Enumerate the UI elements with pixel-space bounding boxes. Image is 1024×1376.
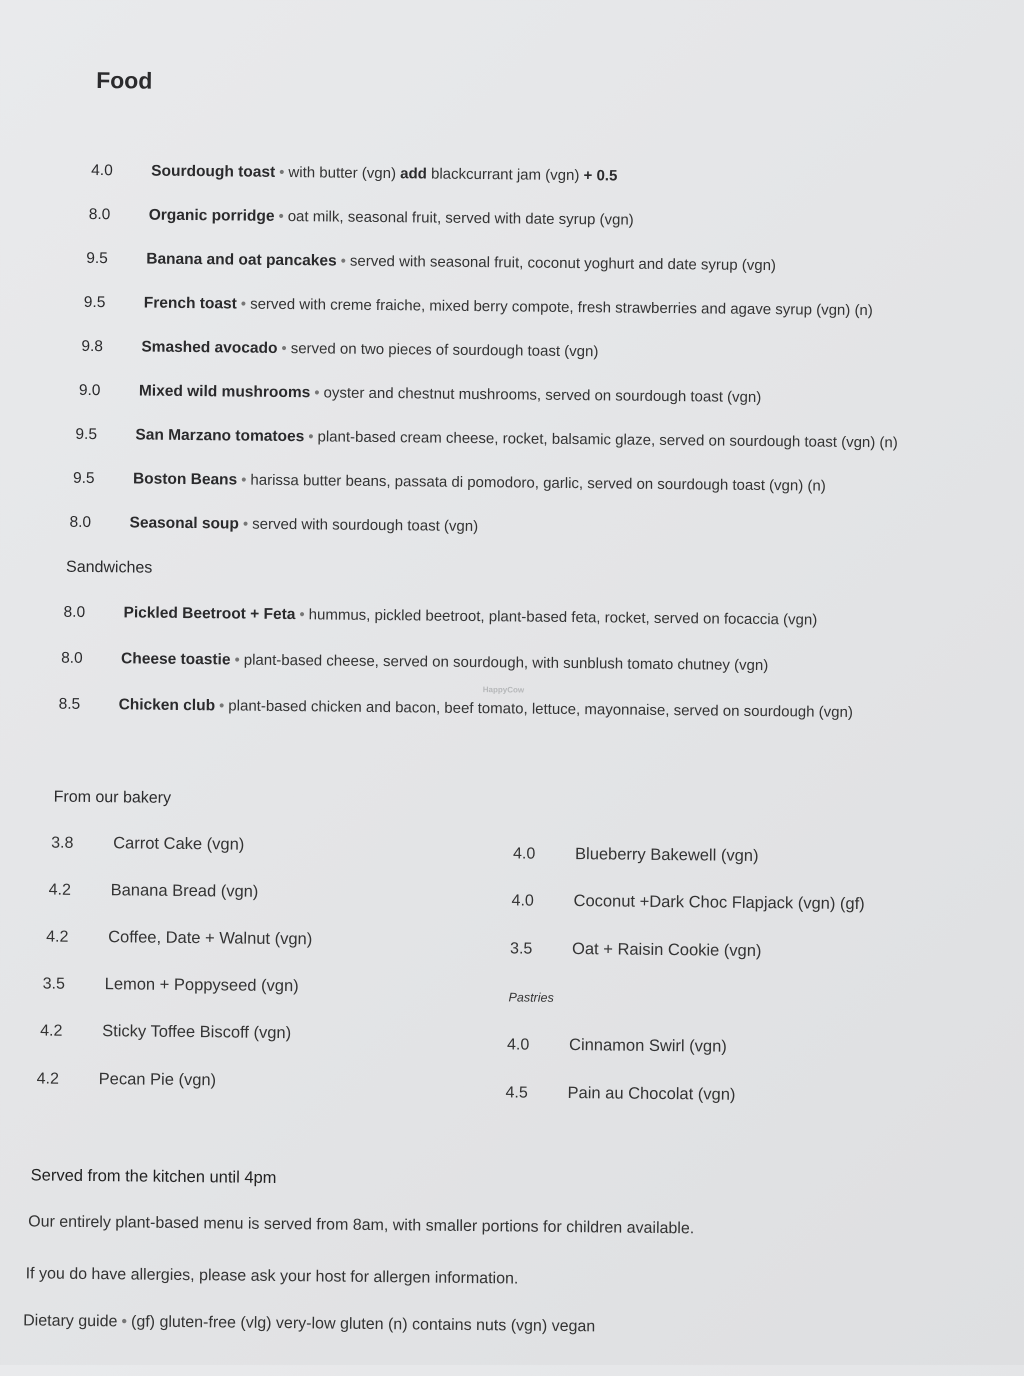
dietary-guide-label: Dietary guide [23, 1312, 118, 1331]
menu-item-price: 9.0 [78, 381, 101, 400]
separator-dot: • [219, 697, 225, 715]
bakery-item-name: Cinnamon Swirl (vgn) [568, 1036, 727, 1056]
bakery-item [505, 1083, 735, 1104]
bakery-item [511, 891, 864, 914]
menu-item-name: Boston Beans [132, 470, 238, 489]
bakery-item-name: Carrot Cake (vgn) [113, 834, 245, 854]
bakery-item-price: 3.8 [51, 834, 74, 852]
bakery-item-name: Lemon + Poppyseed (vgn) [104, 975, 299, 996]
bakery-item-name: Banana Bread (vgn) [110, 881, 259, 901]
watermark: HappyCow [482, 685, 525, 695]
menu-item-name: San Marzano tomatoes [135, 426, 305, 446]
menu-item [84, 294, 873, 320]
bakery-item-price: 4.0 [512, 845, 536, 863]
bakery-item [37, 1069, 217, 1090]
menu-item-price: 9.5 [75, 425, 98, 444]
pastries-heading: Pastries [508, 990, 554, 1005]
separator-dot: • [340, 252, 347, 270]
menu-item-name: Chicken club [118, 696, 216, 715]
menu-item-description: hummus, pickled beetroot, plant-based feta, rocket, served on focaccia (vgn) [308, 606, 818, 629]
bakery-item-name: Coconut +Dark Choc Flapjack (vgn) (gf) [573, 892, 865, 914]
menu-item [86, 250, 776, 275]
menu-item [89, 206, 634, 230]
menu-item-name: Smashed avocado [141, 338, 278, 357]
menu-item-name: Mixed wild mushrooms [138, 382, 311, 402]
bakery-item [40, 1021, 291, 1043]
bakery-item-price: 3.5 [510, 940, 533, 958]
menu-item-price: 9.5 [86, 249, 108, 268]
menu-item-name: Banana and oat pancakes [146, 250, 337, 270]
menu-item-name: French toast [143, 294, 237, 313]
menu-item-description: oat milk, seasonal fruit, served with date syrup (vgn) [287, 208, 634, 229]
bakery-item [49, 881, 259, 902]
bakery-item-price: 4.5 [505, 1084, 528, 1102]
menu-item-price: 4.0 [91, 161, 113, 180]
menu-item-price: 8.0 [69, 513, 92, 531]
bakery-item [513, 844, 759, 866]
menu-item-price: 8.0 [88, 205, 111, 224]
separator-dot: • [308, 428, 314, 446]
separator-dot: • [234, 651, 240, 669]
bakery-item [507, 1035, 727, 1056]
menu-item-name: Seasonal soup [129, 514, 240, 533]
menu-info-text: Our entirely plant-based menu is served from 8am, with smaller portions for children available. [28, 1213, 695, 1238]
menu-item-price: 8.0 [61, 649, 83, 667]
sandwiches-heading: Sandwiches [65, 558, 153, 577]
bakery-item-name: Blueberry Bakewell (vgn) [574, 845, 759, 865]
bakery-heading: From our bakery [53, 788, 172, 807]
bakery-item-price: 4.2 [48, 881, 72, 899]
menu-item-description: served with seasonal fruit, coconut yoghurt and date syrup (vgn) [349, 252, 777, 275]
menu-item-name: Cheese toastie [121, 650, 231, 669]
bakery-item [46, 928, 312, 950]
bakery-item-price: 4.2 [40, 1022, 63, 1040]
menu-item [75, 426, 898, 453]
menu-item [61, 650, 768, 675]
bakery-item-name: Coffee, Date + Walnut (vgn) [108, 928, 313, 949]
menu-item-name: Sourdough toast [151, 162, 276, 181]
bakery-item-name: Pecan Pie (vgn) [98, 1070, 217, 1090]
menu-item-price: 9.5 [83, 293, 106, 312]
menu-item [73, 470, 826, 496]
bakery-item-price: 4.0 [506, 1036, 530, 1054]
separator-dot: • [240, 295, 247, 313]
menu-item-price: 9.5 [72, 469, 95, 488]
bakery-item [510, 939, 762, 961]
menu-item [91, 162, 617, 186]
page-title: Food [96, 67, 153, 94]
bakery-item-name: Pain au Chocolat (vgn) [567, 1084, 736, 1104]
menu-item [63, 604, 817, 630]
bakery-item-price: 3.5 [42, 975, 66, 993]
dietary-guide [23, 1312, 595, 1336]
menu-item [81, 338, 598, 361]
kitchen-hours-heading: Served from the kitchen until 4pm [30, 1166, 277, 1187]
separator-dot: • [121, 1313, 128, 1331]
separator-dot: • [281, 339, 287, 358]
allergen-info-text: If you do have allergies, please ask your host for allergen information. [25, 1265, 519, 1288]
dietary-guide-text: (gf) gluten-free (vlg) very-low gluten (n) contains nuts (vgn) vegan [130, 1313, 596, 1336]
menu-item-price: 9.8 [81, 337, 104, 356]
separator-dot: • [279, 163, 285, 181]
menu-item-description: plant-based chicken and bacon, beef tomato, lettuce, mayonnaise, served on sourdough (vgn) [228, 697, 853, 721]
bakery-item-name: Oat + Raisin Cookie (vgn) [571, 940, 762, 961]
menu-item-price: 8.0 [63, 603, 86, 621]
bakery-item-price: 4.2 [46, 928, 69, 946]
menu-item-description: oyster and chestnut mushrooms, served on sourdough toast (vgn) [323, 384, 762, 406]
add-on-description: blackcurrant jam (vgn) [430, 165, 580, 185]
bakery-item-price: 4.0 [511, 892, 534, 910]
add-on-price: + 0.5 [583, 167, 618, 185]
separator-dot: • [314, 384, 320, 402]
bakery-item-name: Sticky Toffee Biscoff (vgn) [102, 1022, 292, 1043]
separator-dot: • [242, 515, 249, 533]
bakery-item [43, 975, 299, 997]
menu-item-name: Organic porridge [148, 206, 275, 225]
menu-item [59, 696, 853, 722]
menu-item-price: 8.5 [58, 695, 81, 713]
menu-item-description: plant-based cream cheese, rocket, balsamic glaze, served on sourdough toast (vgn) (n) [317, 428, 898, 452]
menu-item-description: plant-based cheese, served on sourdough, with sunblush tomato chutney (vgn) [243, 651, 769, 675]
menu-item-description: served with creme fraiche, mixed berry compote, fresh strawberries and agave syrup (vgn) (n) [250, 295, 873, 320]
menu-item-description: with butter (vgn) [288, 164, 397, 183]
separator-dot: • [241, 471, 247, 489]
menu-item-description: harissa butter beans, passata di pomodoro, garlic, served on sourdough toast (vgn) (n) [250, 471, 826, 495]
menu-item-name: Pickled Beetroot + Feta [123, 604, 296, 624]
menu-item [79, 382, 762, 407]
separator-dot: • [299, 606, 305, 624]
menu-item-description: served on two pieces of sourdough toast (vgn) [290, 340, 599, 361]
separator-dot: • [278, 207, 284, 225]
add-on-label: add [400, 165, 427, 183]
menu-item-description: served with sourdough toast (vgn) [252, 515, 479, 536]
bakery-item-price: 4.2 [36, 1070, 60, 1088]
bakery-item [51, 834, 244, 855]
menu-item [69, 514, 478, 536]
